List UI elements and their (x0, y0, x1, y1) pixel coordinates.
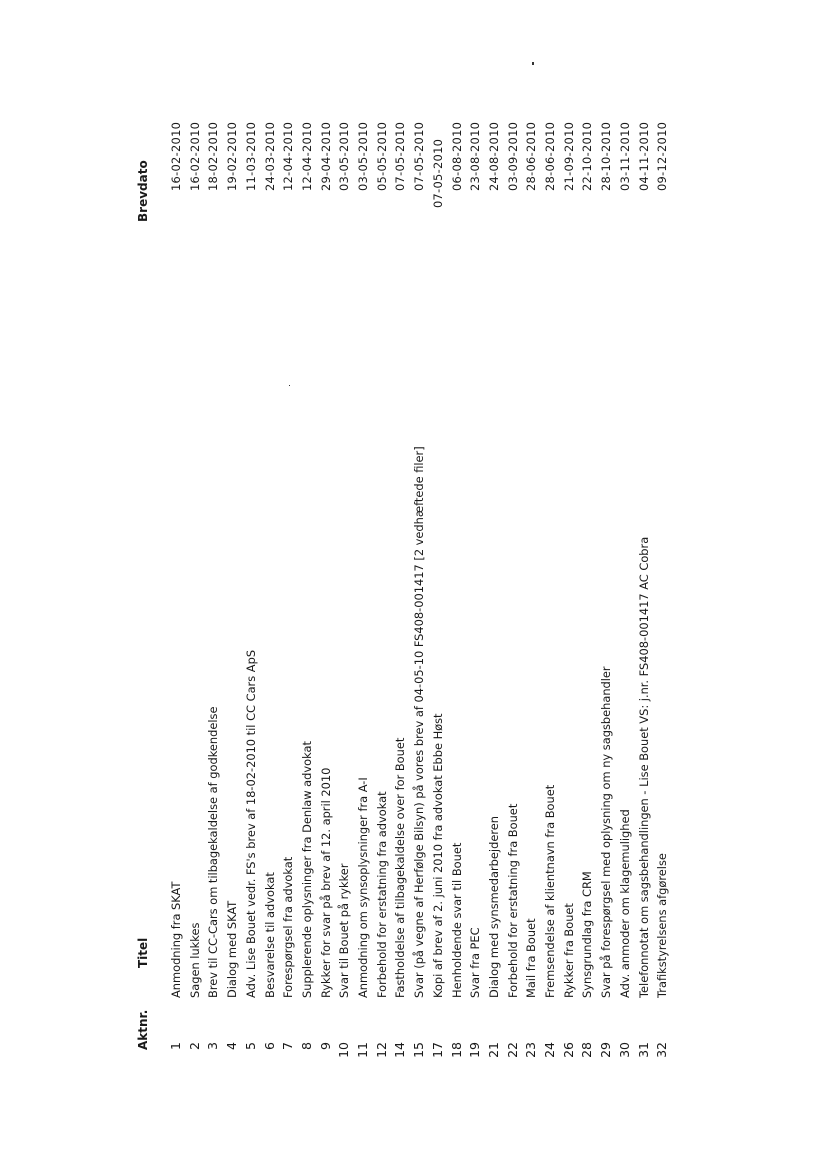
titel-cell: Adv. anmoder om klagemulighed (617, 809, 632, 998)
aktnr-cell: 9 (317, 1042, 333, 1050)
brevdato-cell: 12-04-2010 (299, 121, 314, 191)
titel-cell: Adv. Lise Bouet vedr. FS's brev af 18-02-2010 til CC Cars ApS (243, 649, 258, 998)
titel-cell: Svar fra PEC (468, 927, 483, 998)
aktnr-cell: 24 (542, 1042, 557, 1058)
aktnr-cell: 21 (485, 1042, 501, 1058)
titel-cell: Sagen lukkes (187, 922, 202, 998)
table-row (541, 0, 559, 1168)
titel-cell: Kopi af brev af 2. juni 2010 fra advokat Ebbe Høst (430, 713, 445, 998)
titel-cell: Besvarelse til advokat (262, 872, 277, 998)
aktnr-cell: 18 (448, 1042, 464, 1058)
table-row (448, 0, 466, 1168)
table-row (391, 0, 409, 1168)
table-row (261, 0, 279, 1168)
table-row (279, 0, 297, 1168)
scan-speck (532, 62, 534, 65)
titel-cell: Forbehold for erstatning fra advokat (374, 791, 389, 998)
brevdato-cell: 12-04-2010 (281, 121, 296, 191)
aktnr-cell: 5 (242, 1042, 258, 1050)
table-row (204, 0, 222, 1168)
aktnr-cell: 17 (429, 1042, 445, 1058)
titel-cell: Henholdende svar til Bouet (449, 842, 464, 998)
brevdato-cell: 07-05-2010 (430, 138, 445, 208)
aktnr-cell: 30 (616, 1042, 632, 1058)
brevdato-cell: 28-06-2010 (524, 121, 539, 191)
aktnr-cell: 14 (392, 1042, 408, 1058)
header-titel: Titel (136, 937, 150, 968)
brevdato-cell: 21-09-2010 (561, 121, 576, 191)
titel-cell: Dialog med SKAT (225, 900, 240, 998)
table-row (635, 0, 653, 1168)
brevdato-cell: 24-03-2010 (262, 121, 277, 191)
brevdato-cell: 28-10-2010 (599, 121, 614, 191)
brevdato-cell: 09-12-2010 (655, 121, 670, 191)
titel-cell: Svar (på vegne af Herfølge Bilsyn) på vores brev af 04-05-10 FS408-001417 [2 vedhæftede filer] (412, 446, 427, 998)
titel-cell: Brev til CC-Cars om tilbagekaldelse af godkendelse (206, 706, 221, 998)
titel-cell: Mail fra Bouet (524, 918, 539, 998)
aktnr-cell: 26 (560, 1042, 576, 1058)
titel-cell: Forbehold for erstatning fra Bouet (505, 803, 520, 998)
table-row (186, 0, 204, 1168)
titel-cell: Synsgrundlag fra CRM (580, 871, 595, 998)
table-row (597, 0, 615, 1168)
aktnr-cell: 12 (373, 1042, 389, 1058)
titel-cell: Rykker for svar på brev af 12. april 2010 (318, 767, 333, 998)
aktnr-cell: 6 (261, 1042, 277, 1050)
brevdato-cell: 03-05-2010 (356, 121, 370, 191)
titel-cell: Svar på forespørgsel med oplysning om ny sagsbehandler (599, 666, 614, 998)
brevdato-cell: 03-05-2010 (337, 121, 352, 191)
brevdato-cell: 07-05-2010 (412, 121, 427, 191)
titel-cell: Rykker fra Bouet (561, 903, 576, 998)
titel-cell: Fastholdelse af tilbagekaldelse over for Bouet (393, 737, 408, 998)
table-row (485, 0, 503, 1168)
aktnr-cell: 28 (579, 1042, 595, 1058)
titel-cell: Supplerende oplysninger fra Denlaw advokat (299, 741, 314, 998)
titel-cell: Fremsendelse af klientnavn fra Bouet (543, 784, 557, 998)
table-row (616, 0, 634, 1168)
table-row (242, 0, 260, 1168)
brevdato-cell: 07-05-2010 (393, 121, 408, 191)
brevdato-cell: 19-02-2010 (225, 121, 240, 191)
brevdato-cell: 06-08-2010 (449, 121, 464, 191)
header-aktnr: Aktnr. (136, 1009, 150, 1050)
titel-cell: Forespørgsel fra advokat (281, 856, 296, 998)
table-row (298, 0, 316, 1168)
aktnr-cell: 10 (336, 1042, 352, 1058)
brevdato-cell: 23-08-2010 (468, 121, 483, 191)
table-row (429, 0, 447, 1168)
brevdato-cell: 16-02-2010 (169, 121, 183, 191)
table-row (560, 0, 578, 1168)
table-row (317, 0, 335, 1168)
brevdato-cell: 24-08-2010 (486, 121, 501, 191)
brevdato-cell: 16-02-2010 (187, 121, 202, 191)
aktnr-cell: 2 (186, 1042, 202, 1050)
table-row (223, 0, 241, 1168)
titel-cell: Trafikstyrelsens afgørelse (655, 853, 670, 998)
brevdato-cell: 11-03-2010 (243, 121, 258, 191)
aktnr-cell: 1 (168, 1042, 183, 1050)
aktnr-cell: 19 (467, 1042, 483, 1058)
brevdato-cell: 22-10-2010 (580, 121, 595, 191)
table-row (373, 0, 391, 1168)
brevdato-cell: 18-02-2010 (206, 121, 221, 191)
table-row (354, 0, 372, 1168)
table-row (578, 0, 596, 1168)
aktnr-cell: 8 (298, 1042, 314, 1050)
titel-cell: Svar til Bouet på rykker (337, 863, 352, 998)
aktnr-cell: 32 (654, 1042, 670, 1058)
aktnr-cell: 29 (598, 1042, 614, 1058)
aktnr-cell: 31 (635, 1042, 651, 1058)
brevdato-cell: 28-06-2010 (543, 121, 557, 191)
titel-cell: Telefonnotat om sagsbehandlingen - Lise Bouet VS: j.nr. FS408-001417 AC Cobra (636, 536, 651, 998)
scan-speck (289, 385, 290, 386)
brevdato-cell: 05-05-2010 (374, 121, 389, 191)
aktnr-cell: 22 (504, 1042, 520, 1058)
header-brevdato: Brevdato (136, 160, 150, 222)
brevdato-cell: 29-04-2010 (318, 121, 333, 191)
brevdato-cell: 03-09-2010 (505, 121, 520, 191)
titel-cell: Dialog med synsmedarbejderen (486, 816, 501, 998)
brevdato-cell: 04-11-2010 (636, 121, 651, 191)
aktnr-cell: 23 (523, 1042, 539, 1058)
table-row (504, 0, 522, 1168)
aktnr-cell: 7 (280, 1042, 296, 1050)
titel-cell: Anmodning om synsoplysninger fra A-I (356, 777, 370, 998)
aktnr-cell: 3 (205, 1042, 221, 1050)
brevdato-cell: 03-11-2010 (617, 121, 632, 191)
titel-cell: Anmodning fra SKAT (169, 881, 183, 998)
table-row (522, 0, 540, 1168)
aktnr-cell: 15 (411, 1042, 427, 1058)
table-row (653, 0, 671, 1168)
table-row (167, 0, 185, 1168)
table-row (410, 0, 428, 1168)
aktnr-cell: 11 (355, 1042, 370, 1058)
aktnr-cell: 4 (224, 1042, 240, 1050)
table-row (335, 0, 353, 1168)
table-row (466, 0, 484, 1168)
